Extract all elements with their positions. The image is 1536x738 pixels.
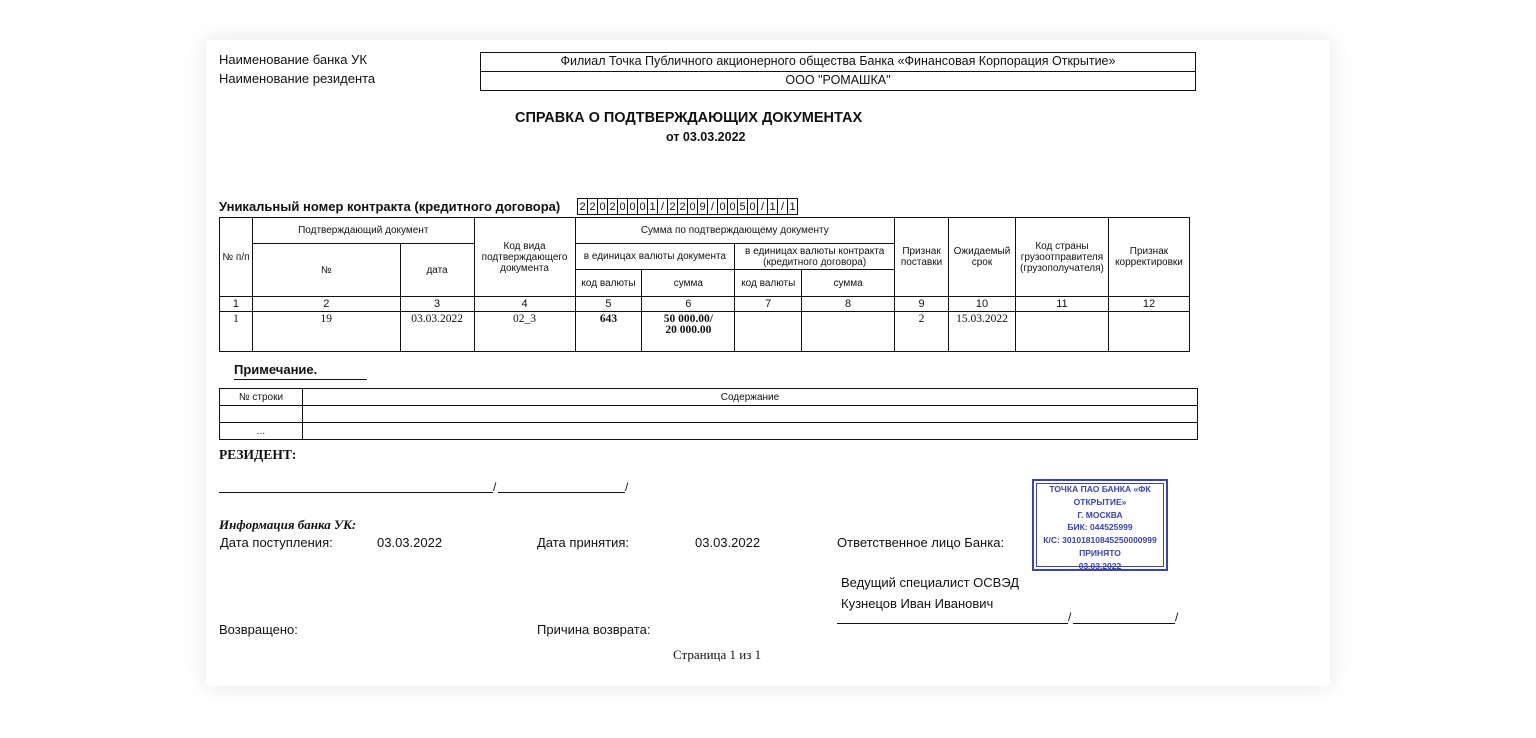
received-date-value: 03.03.2022 (377, 535, 443, 550)
resident-separator: / (625, 480, 629, 494)
header-sum-document-currency: в единицах валюты документа (575, 244, 735, 270)
contract-number-cell: / (657, 198, 668, 215)
cell-correction-sign (1108, 312, 1189, 352)
resident-signature-line (219, 492, 493, 493)
header-document-kind-code: Код вида подтверждающего документа (474, 218, 575, 297)
note-cell-dots: ... (220, 423, 303, 440)
header-amount-2: сумма (802, 270, 895, 297)
contract-number-cell: 2 (667, 198, 678, 215)
contract-number-cell: 0 (637, 198, 648, 215)
contract-number-cell: 2 (607, 198, 618, 215)
contract-number-cell: / (757, 198, 768, 215)
column-number: 5 (575, 297, 642, 312)
contract-number-cell: 1 (787, 198, 798, 215)
header-supporting-document: Подтверждающий документ (252, 218, 474, 244)
returned-label: Возвращено: (219, 622, 298, 637)
contract-number-cell: 2 (587, 198, 598, 215)
table-row (220, 312, 1190, 352)
contract-number-cell: 1 (647, 198, 658, 215)
page-number: Страница 1 из 1 (673, 647, 762, 662)
cell-expected-term: 15.03.2022 (949, 312, 1016, 352)
header-correction-sign: Признак корректировки (1108, 218, 1189, 297)
header-amount-1: сумма (642, 270, 735, 297)
column-number: 11 (1015, 297, 1108, 312)
bank-stamp (1032, 479, 1168, 571)
contract-number-cells (578, 198, 798, 215)
column-number: 10 (949, 297, 1016, 312)
note-table (219, 388, 1198, 440)
stamp-line: ТОЧКА ПАО БАНКА «ФК (1049, 484, 1151, 494)
column-number: 3 (400, 297, 474, 312)
cell-amount-1-line1: 50 000.00/ (663, 313, 713, 325)
stamp-line: К/С: 30101810845250000999 (1043, 535, 1157, 546)
resident-name-line (498, 492, 625, 493)
bank-info-title: Информация банка УК: (219, 517, 357, 532)
column-number: 1 (220, 297, 253, 312)
contract-number-cell: 0 (617, 198, 628, 215)
note-underline (234, 379, 367, 380)
document-sheet (206, 40, 1330, 686)
bank-signature-line (837, 623, 1068, 624)
contract-number-cell: 0 (687, 198, 698, 215)
responsible-person-name: Кузнецов Иван Иванович (841, 596, 994, 611)
stamp-line: ОТКРЫТИЕ» (1073, 496, 1127, 507)
cell-document-date: 03.03.2022 (400, 312, 474, 352)
contract-number-cell: 5 (737, 198, 748, 215)
header-document-date: дата (400, 244, 474, 297)
cell-currency-code-1: 643 (575, 312, 642, 352)
column-number: 8 (802, 297, 895, 312)
received-date-label: Дата поступления: (220, 535, 333, 550)
contract-number-cell: / (777, 198, 788, 215)
contract-number-cell: 0 (747, 198, 758, 215)
resident-separator: / (493, 480, 497, 494)
header-country-code: Код страны грузоотправителя (грузополучателя) (1015, 218, 1108, 297)
header-row-number: № п/п (220, 218, 253, 297)
bank-separator: / (1068, 610, 1072, 624)
column-number: 6 (642, 297, 735, 312)
contract-number-cell: 1 (767, 198, 778, 215)
stamp-line: ПРИНЯТО (1079, 547, 1121, 558)
note-cell (302, 406, 1197, 423)
contract-number-cell: 0 (727, 198, 738, 215)
cell-amount-2 (802, 312, 895, 352)
document-date: от 03.03.2022 (666, 130, 746, 144)
header-currency-code-1: код валюты (575, 270, 642, 297)
bank-name-label: Наименование банка УК (219, 52, 367, 67)
document-title: СПРАВКА О ПОДТВЕРЖДАЮЩИХ ДОКУМЕНТАХ (515, 110, 863, 126)
contract-number-cell: 2 (677, 198, 688, 215)
contract-number-label: Уникальный номер контракта (кредитного договора) (219, 199, 561, 214)
contract-number-cell: 0 (597, 198, 608, 215)
bank-name-line (1073, 623, 1175, 624)
column-number: 7 (735, 297, 802, 312)
cell-delivery-sign: 2 (895, 312, 949, 352)
resident-label: РЕЗИДЕНТ: (219, 447, 297, 462)
documents-table (219, 217, 1190, 352)
cell-currency-code-2 (735, 312, 802, 352)
column-number: 12 (1108, 297, 1189, 312)
contract-number-cell: 2 (577, 198, 588, 215)
resident-name-label: Наименование резидента (219, 71, 376, 86)
stamp-line: 03.03.2022 (1078, 560, 1122, 571)
cell-country-code (1015, 312, 1108, 352)
responsible-person-label: Ответственное лицо Банка: (837, 535, 1005, 550)
note-header-row-number: № строки (220, 389, 303, 406)
header-document-sum: Сумма по подтверждающему документу (575, 218, 895, 244)
note-cell (302, 423, 1197, 440)
return-reason-label: Причина возврата: (537, 622, 651, 637)
bank-separator: / (1175, 610, 1179, 624)
cell-row-number: 1 (220, 312, 253, 352)
contract-number-cell: 0 (627, 198, 638, 215)
stamp-line: Г. МОСКВА (1077, 509, 1123, 520)
note-cell (220, 406, 303, 423)
note-header-content: Содержание (302, 389, 1197, 406)
contract-number-cell: 0 (717, 198, 728, 215)
column-number: 4 (474, 297, 575, 312)
stamp-line: БИК: 044525999 (1067, 522, 1133, 533)
column-number: 2 (252, 297, 400, 312)
bank-name-value: Филиал Точка Публичного акционерного общества Банка «Финансовая Корпорация Открытие» (480, 52, 1196, 72)
cell-document-kind: 02_3 (474, 312, 575, 352)
responsible-position: Ведущий специалист ОСВЭД (841, 575, 1020, 590)
cell-amount-1 (642, 312, 735, 352)
contract-number-cell: / (707, 198, 718, 215)
header-delivery-sign: Признак поставки (895, 218, 949, 297)
cell-document-number: 19 (252, 312, 400, 352)
accepted-date-value: 03.03.2022 (695, 535, 761, 550)
resident-name-value: ООО "РОМАШКА" (480, 71, 1196, 91)
header-document-number: № (252, 244, 400, 297)
header-expected-term: Ожидаемый срок (949, 218, 1016, 297)
column-number: 9 (895, 297, 949, 312)
accepted-date-label: Дата принятия: (537, 535, 630, 550)
header-currency-code-2: код валюты (735, 270, 802, 297)
header-sum-contract-currency: в единицах валюты контракта (кредитного договора) (735, 244, 895, 270)
note-title: Примечание. (234, 362, 318, 377)
contract-number-cell: 9 (697, 198, 708, 215)
cell-amount-1-line2: 20 000.00 (665, 324, 712, 336)
